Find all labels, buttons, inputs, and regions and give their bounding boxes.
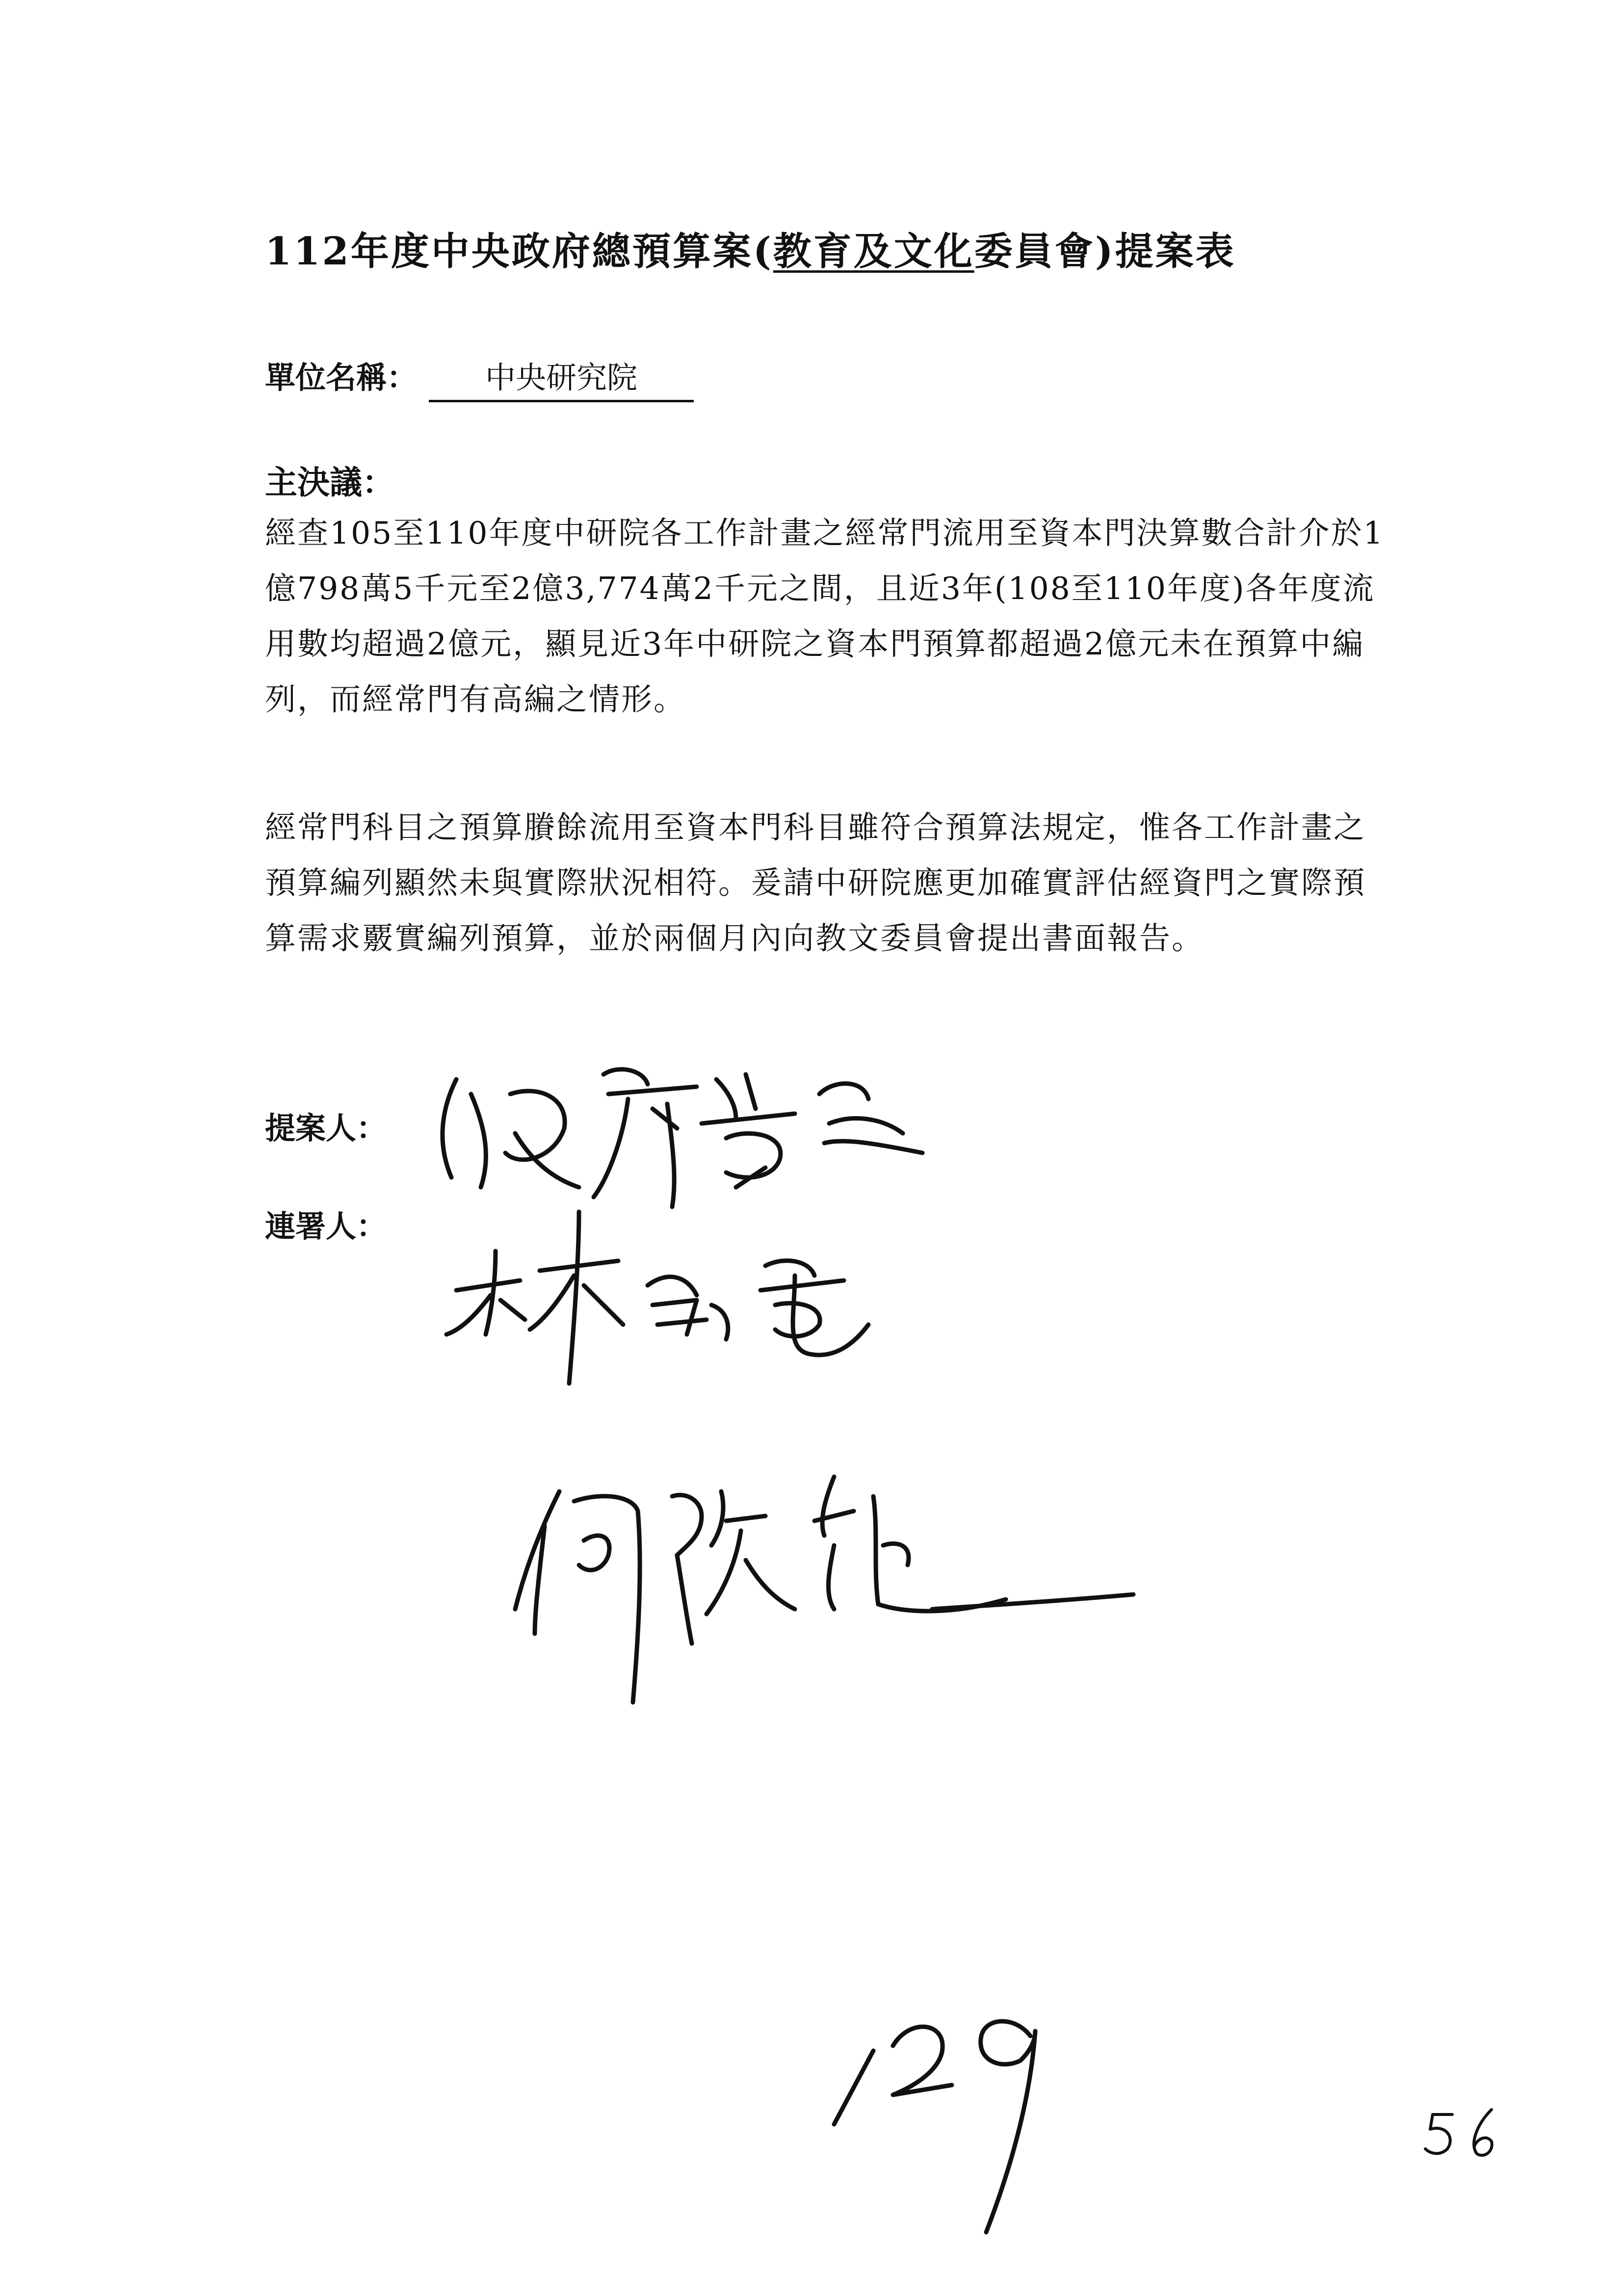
unit-row <box>265 353 694 402</box>
resolution-paragraph-2: 經常門科目之預算賸餘流用至資本門科目雖符合預算法規定，惟各工作計畫之預算編列顯然未與實際狀況相符。爰請中研院應更加確實評估經資門之實際預算需求覈實編列預算，並於兩個月內向教文委員會提出書面報告。 <box>265 809 1366 956</box>
corner-page-number <box>1425 2110 1492 2155</box>
cosigner-label: 連署人： <box>265 1208 387 1244</box>
handwritten-page-number <box>834 2021 1035 2232</box>
unit-value: 中央研究院 <box>429 353 694 402</box>
cosigner-signature-2 <box>515 1477 1133 1702</box>
title-prefix: 112年度中央政府總預算案( <box>265 229 773 274</box>
cosigner-signature-1 <box>446 1212 868 1383</box>
resolution-heading: 主決議： <box>265 463 394 501</box>
title-suffix: 委員會)提案表 <box>974 229 1236 274</box>
title-committee: 教育及文化 <box>773 229 974 274</box>
proposer-label: 提案人： <box>265 1110 387 1146</box>
resolution-paragraph-1: 經查105至110年度中研院各工作計畫之經常門流用至資本門決算數合計介於1億798萬5千元至2億3,774萬2千元之間，且近3年(108至110年度)各年度流用數均超過2億元，顯見近3年中研院之資本門預算都超過2億元未在預算中編列，而經常門有高編之情形。 <box>265 515 1385 717</box>
document-title <box>265 221 1236 276</box>
unit-label: 單位名稱： <box>265 360 418 395</box>
proposer-signature <box>443 1070 922 1207</box>
